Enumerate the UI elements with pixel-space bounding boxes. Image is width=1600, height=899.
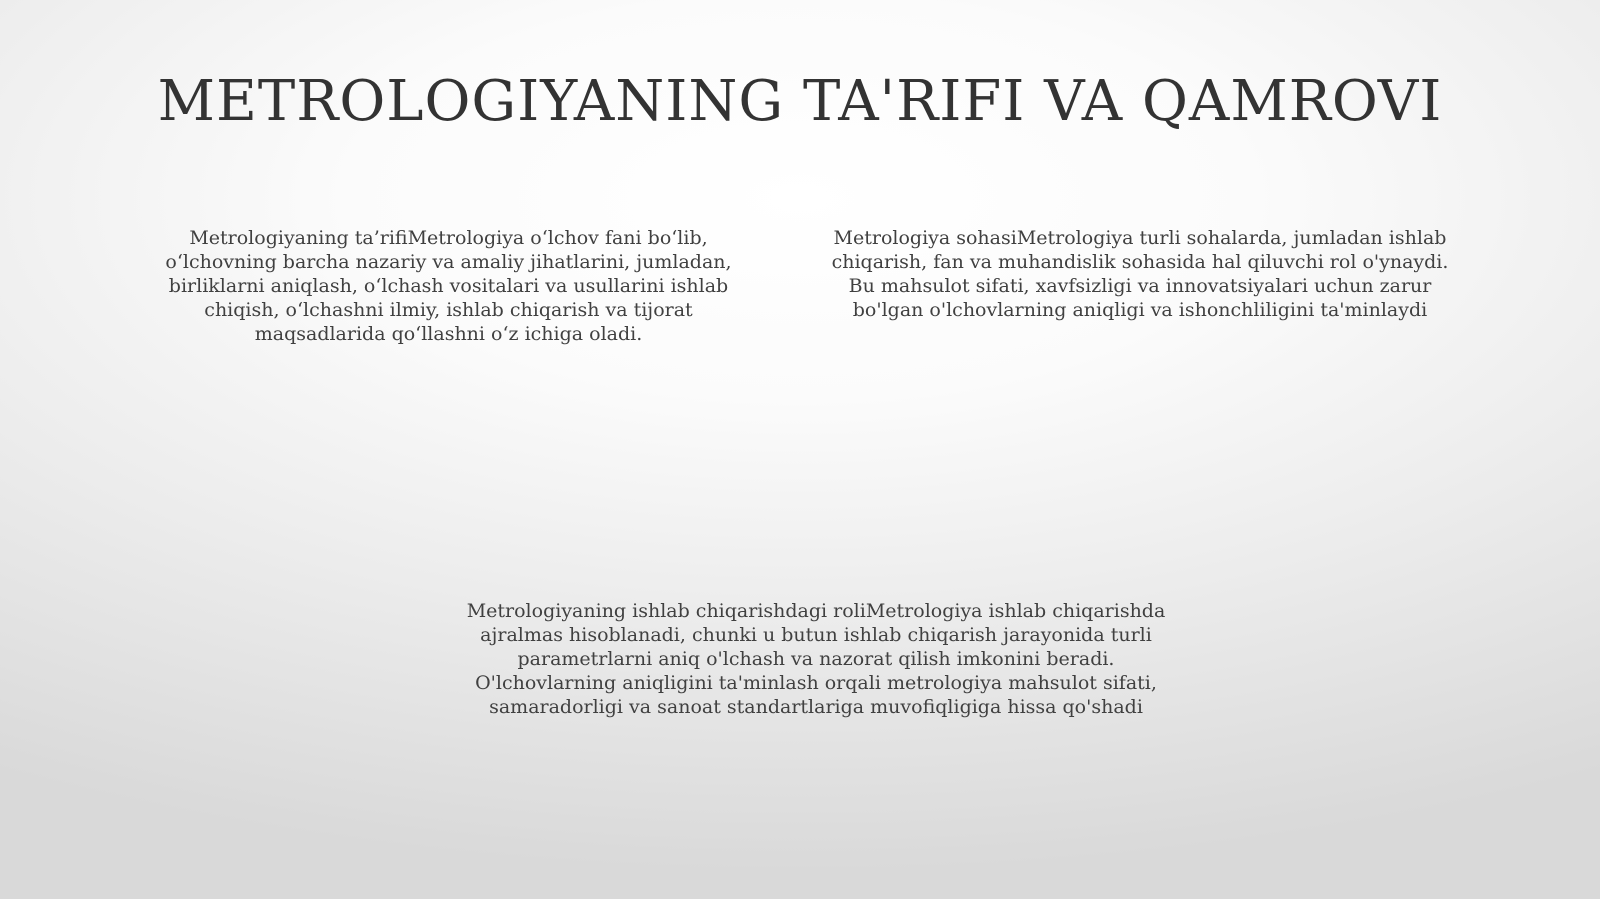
- manufacturing-role-text-block: Metrologiyaning ishlab chiqarishdagi roliMetrologiya ishlab chiqarishda ajralmas hisoblanadi, chunki u butun ishlab chiqarish jarayonida turli parametrlarni aniq o'lchash va nazorat qilish imkonini beradi. O'lchovlarning aniqligini ta'minlash orqali metrologiya mahsulot sifati, samaradorligi va sanoat standartlariga muvofiqligiga hissa qo'shadi: [466, 600, 1166, 718]
- definition-text-block: Metrologiyaning ta’rifiMetrologiya o‘lchov fani bo‘lib, o‘lchovning barcha nazariy va amaliy jihatlarini, jumladan, birliklarni aniqlash, o‘lchash vositalari va usullarini ishlab chiqish, o‘lchashni ilmiy, ishlab chiqarish va tijorat maqsadlarida qo‘llashni o‘z ichiga oladi.: [165, 227, 732, 345]
- scope-text-block: Metrologiya sohasiMetrologiya turli sohalarda, jumladan ishlab chiqarish, fan va muhandislik sohasida hal qiluvchi rol o'ynaydi. Bu mahsulot sifati, xavfsizligi va innovatsiyalari uchun zarur bo'lgan o'lchovlarning aniqligi va ishonchliligini ta'minlaydi: [831, 227, 1449, 321]
- slide-title: METROLOGIYANING TA'RIFI VA QAMROVI: [157, 69, 1443, 134]
